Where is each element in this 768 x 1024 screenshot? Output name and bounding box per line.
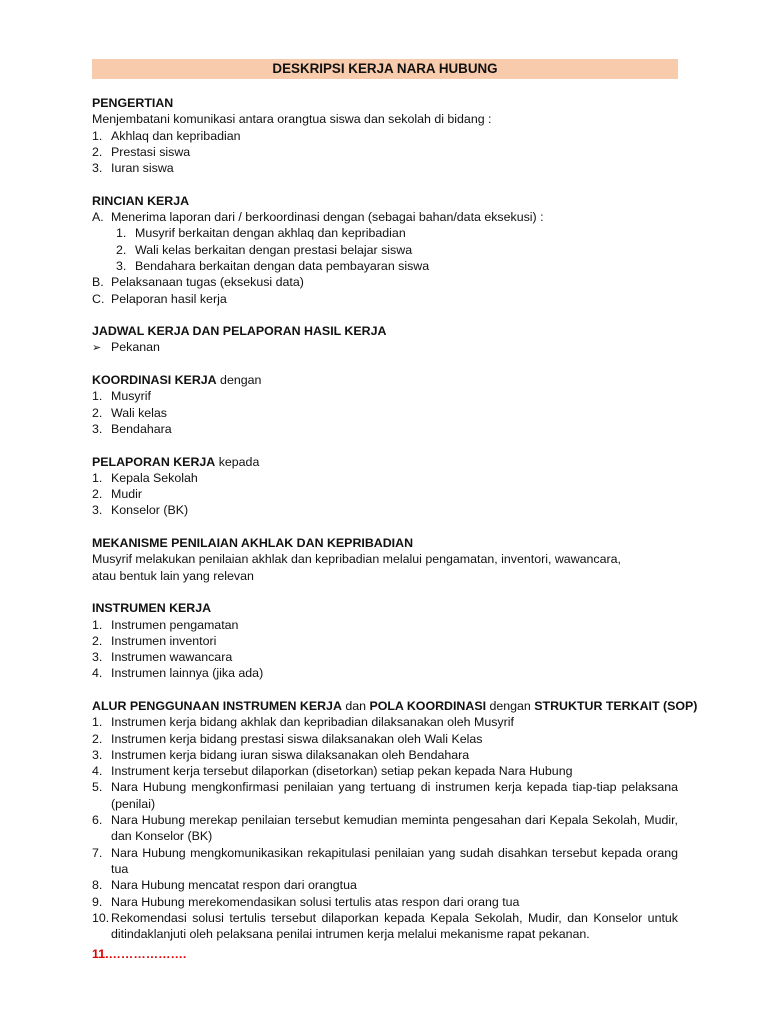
sub-list-item: 1. Musyrif berkaitan dengan akhlaq dan kepribadian — [116, 226, 406, 241]
list-item: 4. Instrument kerja tersebut dilaporkan (disetorkan) setiap pekan kepada Nara Hubung — [92, 764, 573, 779]
list-item: 8. Nara Hubung mencatat respon dari orangtua — [92, 878, 357, 893]
list-item: 9. Nara Hubung merekomendasikan solusi tertulis atas respon dari orang tua — [92, 894, 520, 909]
list-item: 4. Instrumen lainnya (jika ada) — [92, 666, 264, 681]
list-item: 2. Wali kelas — [92, 405, 167, 420]
document-body — [92, 95, 698, 963]
section-heading-koordinasi: KOORDINASI KERJA dengan — [92, 373, 262, 388]
section-heading-mekanisme: MEKANISME PENILAIAN AKHLAK DAN KEPRIBADIAN — [92, 536, 414, 551]
sub-list-item: 2. Wali kelas berkaitan dengan prestasi belajar siswa — [116, 242, 413, 257]
list-item: 2. Instrumen kerja bidang prestasi siswa dilaksanakan oleh Wali Kelas — [92, 731, 483, 746]
pengertian-intro: Menjembatani komunikasi antara orangtua siswa dan sekolah di bidang : — [92, 112, 492, 127]
list-item: 10. Rekomendasi solusi tertulis tersebut dilaporkan kepada Kepala Sekolah, Mudir, dan Konselor untuk ditindaklanjuti oleh pelaksana penilai intrumen kerja melalui mekanisme rapat pekanan. — [92, 910, 678, 942]
list-item: 2. Instrumen inventori — [92, 633, 217, 648]
mekanisme-text-line: atau bentuk lain yang relevan — [92, 568, 254, 583]
list-item: B. Pelaksanaan tugas (eksekusi data) — [92, 275, 304, 290]
list-item: C. Pelaporan hasil kerja — [92, 291, 227, 306]
sub-list-item: 3. Bendahara berkaitan dengan data pembayaran siswa — [116, 258, 430, 273]
list-item: 3. Bendahara — [92, 421, 172, 436]
list-item: 1. Instrumen kerja bidang akhlak dan kepribadian dilaksanakan oleh Musyrif — [92, 715, 514, 730]
list-item: 1. Musyrif — [92, 389, 151, 404]
list-item: 1. Kepala Sekolah — [92, 470, 198, 485]
document-title: DESKRIPSI KERJA NARA HUBUNG — [92, 59, 678, 79]
list-item: 1. Akhlaq dan kepribadian — [92, 128, 241, 143]
list-item: 3. Iuran siswa — [92, 161, 174, 176]
list-item: 2. Prestasi siswa — [92, 144, 191, 159]
section-heading-rincian: RINCIAN KERJA — [92, 193, 190, 208]
arrow-bullet-icon: ➢ — [92, 342, 102, 355]
list-item: ➢ Pekanan — [92, 339, 678, 355]
section-heading-instrumen: INSTRUMEN KERJA — [92, 601, 212, 616]
mekanisme-text-line: Musyrif melakukan penilaian akhlak dan kepribadian melalui pengamatan, inventori, wawancara, — [92, 552, 621, 567]
placeholder-item-11: 11.………………. — [92, 947, 187, 962]
list-item: A. Menerima laporan dari / berkoordinasi dengan (sebagai bahan/data eksekusi) : — [92, 210, 544, 225]
section-heading-pelaporan: PELAPORAN KERJA kepada — [92, 454, 260, 469]
list-item: 3. Konselor (BK) — [92, 503, 189, 518]
list-item: 7. Nara Hubung mengkomunikasikan rekapitulasi penilaian yang sudah disahkan tersebut kepada orang tua — [92, 845, 678, 876]
section-heading-alur: ALUR PENGGUNAAN INSTRUMEN KERJA dan POLA KOORDINASI dengan STRUKTUR TERKAIT (SOP) — [92, 698, 698, 713]
section-heading-jadwal: JADWAL KERJA DAN PELAPORAN HASIL KERJA — [92, 324, 387, 339]
list-item: 6. Nara Hubung merekap penilaian tersebut kemudian meminta pengesahan dari Kepala Sekolah, Mudir, dan Konselor (BK) — [92, 813, 678, 844]
list-item: 2. Mudir — [92, 487, 142, 502]
list-item: 3. Instrumen wawancara — [92, 650, 233, 665]
list-item: 1. Instrumen pengamatan — [92, 617, 239, 632]
section-heading-pengertian: PENGERTIAN — [92, 96, 174, 110]
list-item: 5. Nara Hubung mengkonfirmasi penilaian yang tertuang di instrumen kerja kepada tiap-tiap pelaksana (penilai) — [92, 780, 678, 811]
list-item: 3. Instrumen kerja bidang iuran siswa dilaksanakan oleh Bendahara — [92, 747, 470, 762]
